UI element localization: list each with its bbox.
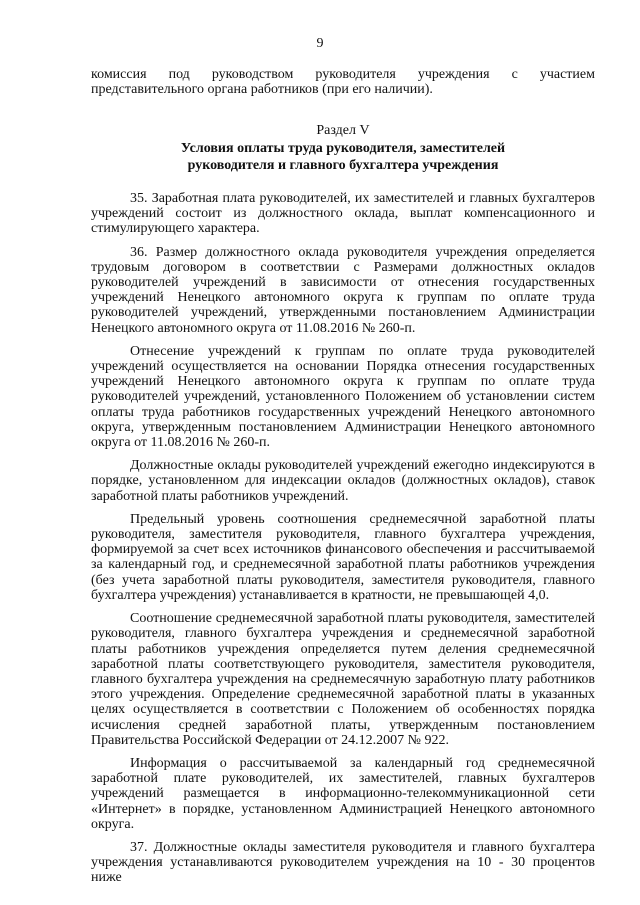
section-title-line-1: Условия оплаты труда руководителя, заместителей <box>180 140 506 156</box>
paragraph-37: 37. Должностные оклады заместителя руководителя и главного бухгалтера учреждения устанавливаются руководителем учреждения на 10 - 30 процентов ниже <box>91 839 595 886</box>
page-content <box>91 67 595 886</box>
paragraph-groups-assignment: Отнесение учреждений к группам по оплате труда руководителей учреждений осуществляется на основании Порядка отнесения государственных учреждений Ненецкого автономного округа к группам по оплате труда руководителей учреждений, установленного Положением об установлении систем оплаты труда работников государственных учреждений Ненецкого автономного округа, утвержденным постановлением Администрации Ненецкого автономного округа от 11.08.2016 № 260-п. <box>91 343 595 451</box>
section-label: Раздел V <box>316 123 370 139</box>
paragraph-36: 36. Размер должностного оклада руководителя учреждения определяется трудовым договором в соответствии с Размерами должностных окладов руководителей учреждений в зависимости от отнесения государственных учреждений Ненецкого автономного округа к группам по оплате труда руководителей учреждений, утвержденными постановлением Администрации Ненецкого автономного округа от 11.08.2016 № 260-п. <box>91 244 595 336</box>
intro-paragraph: комиссия под руководством руководителя учреждения с участием представительного органа работников (при его наличии). <box>91 67 595 98</box>
paragraph-salary-ratio-limit: Предельный уровень соотношения среднемесячной заработной платы руководителя, заместителя руководителя, главного бухгалтера учреждения, формируемой за счет всех источников финансового обеспечения и рассчитываемой за календарный год, и среднемесячной заработной платы работников учреждения (без учета заработной платы руководителя, заместителя руководителя, главного бухгалтера учреждения) устанавливается в кратности, не превышающей 4,0. <box>91 511 595 603</box>
paragraph-35: 35. Заработная плата руководителей, их заместителей и главных бухгалтеров учреждений состоит из должностного оклада, выплат компенсационного и стимулирующего характера. <box>91 191 595 237</box>
section-title-line-2: руководителя и главного бухгалтера учреждения <box>187 157 499 173</box>
paragraph-salary-indexation: Должностные оклады руководителей учреждений ежегодно индексируются в порядке, установленном для индексации окладов (должностных окладов), ставок заработной платы работников учреждений. <box>91 458 595 504</box>
paragraph-salary-ratio-calculation: Соотношение среднемесячной заработной платы руководителя, заместителей руководителя, главного бухгалтера учреждения и среднемесячной заработной платы работников учреждения определяется путем деления среднемесячной заработной платы соответствующего руководителя, заместителя руководителя, главного бухгалтера учреждения на среднемесячную заработную плату работников этого учреждения. Определение среднемесячной заработной платы в указанных целях осуществляется в соответствии с Положением об особенностях порядка исчисления средней заработной платы, утвержденным постановлением Правительства Российской Федерации от 24.12.2007 № 922. <box>91 611 595 748</box>
paragraph-salary-information: Информация о рассчитываемой за календарный год среднемесячной заработной плате руководителей, их заместителей, главных бухгалтеров учреждений размещается в информационно-телекоммуникационной сети «Интернет» в порядке, установленном Администрацией Ненецкого автономного округа. <box>91 755 595 832</box>
page-number: 9 <box>316 36 324 51</box>
